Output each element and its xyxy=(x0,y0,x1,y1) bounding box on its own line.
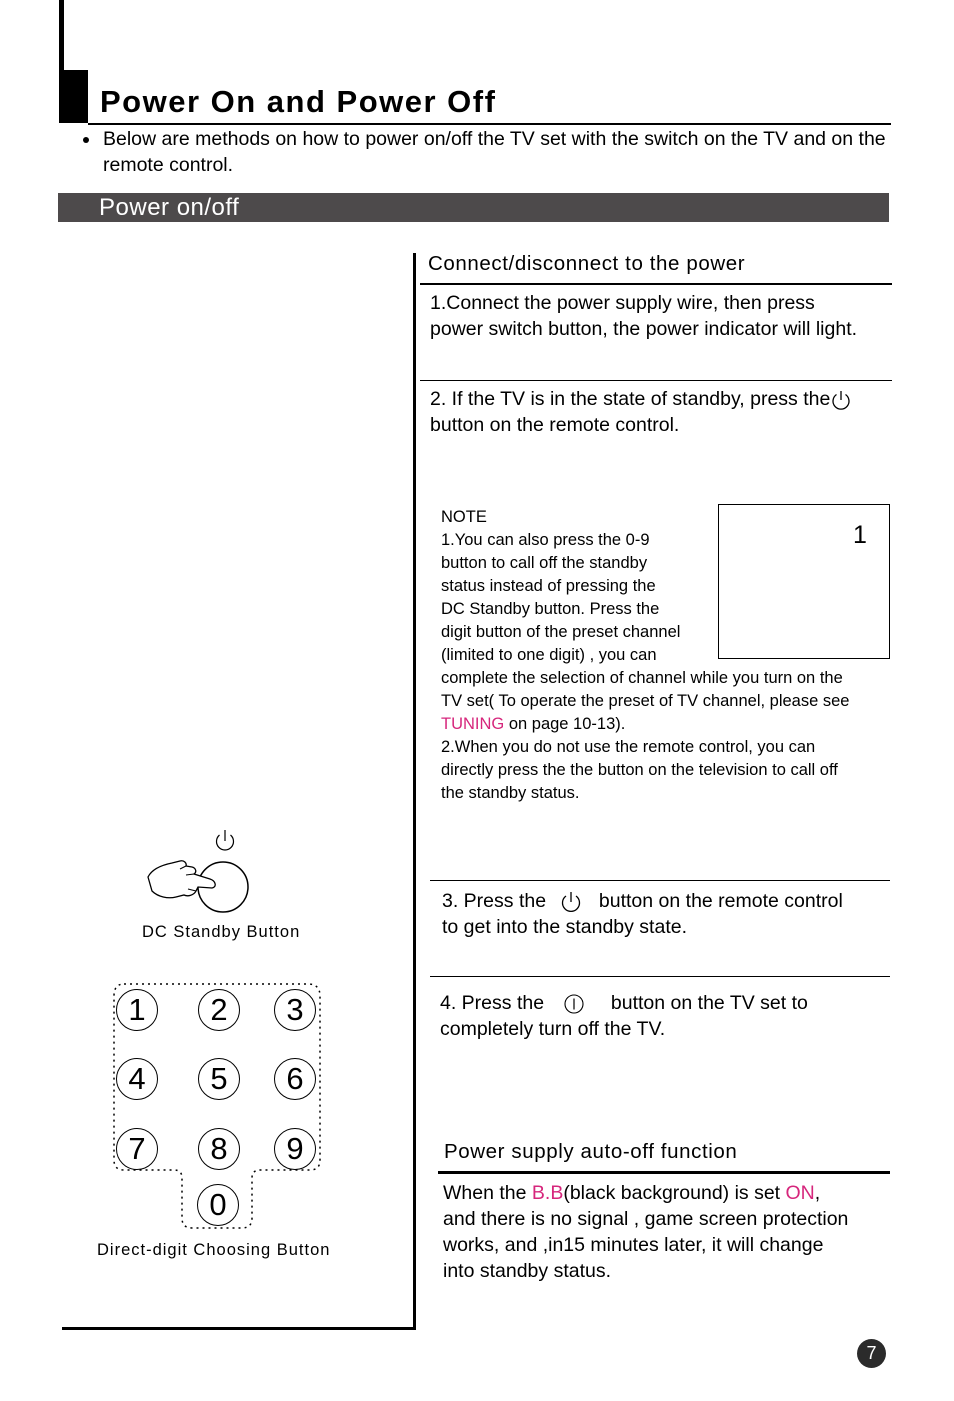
screen-digit: 1 xyxy=(853,521,867,549)
note-line-rest: on page 10-13). xyxy=(504,715,626,733)
page-title: Power On and Power Off xyxy=(100,84,497,119)
intro-bullet xyxy=(83,126,903,178)
step3-text-b: button on the remote control xyxy=(598,890,843,912)
step1-text: 1.Connect the power supply wire, then press power switch button, the power indicator will light. xyxy=(430,292,858,340)
digit-key-4[interactable]: 4 xyxy=(116,1058,158,1100)
step3 xyxy=(442,888,902,940)
step3-text-c: to get into the standby state. xyxy=(442,916,687,938)
note-line: the standby status. xyxy=(441,784,580,802)
note-line: directly press the the button on the television to call off xyxy=(441,761,838,779)
digit-key-5[interactable]: 5 xyxy=(198,1058,240,1100)
dc-standby-illustration xyxy=(140,825,260,920)
digit-key-8[interactable]: 8 xyxy=(198,1128,240,1170)
step2-text-b: button on the remote control. xyxy=(430,414,680,436)
auto-off-line: and there is no signal , game screen protection xyxy=(443,1208,849,1230)
column-divider xyxy=(413,253,416,1330)
auto-off-line: works, and ,in15 minutes later, it will change xyxy=(443,1234,824,1256)
bullet-dot xyxy=(83,137,89,143)
digit-key-0[interactable]: 0 xyxy=(197,1184,239,1226)
title-underline xyxy=(88,123,891,125)
page-number: 7 xyxy=(866,1343,877,1363)
step4-text-c: completely turn off the TV. xyxy=(440,1018,666,1040)
header-block xyxy=(59,70,88,123)
tuning-link[interactable]: TUNING xyxy=(441,715,505,733)
bottom-left-line xyxy=(62,1327,416,1330)
tv-screen-box xyxy=(718,504,890,659)
on-term: ON xyxy=(785,1182,815,1204)
note-line: complete the selection of channel while you turn on the xyxy=(441,669,843,687)
connect-heading: Connect/disconnect to the power xyxy=(428,252,746,275)
power-icon xyxy=(217,830,234,850)
note-line: DC Standby button. Press the xyxy=(441,600,660,618)
note-line: button to call off the standby xyxy=(441,554,648,572)
note-line: (limited to one digit) , you can xyxy=(441,646,657,664)
auto-off-l1-b: (black background) is set xyxy=(563,1182,786,1204)
auto-off-l1-c: , xyxy=(814,1182,821,1204)
step-divider-3 xyxy=(430,976,890,977)
note-label: NOTE xyxy=(441,508,487,526)
auto-off-text xyxy=(443,1180,903,1284)
auto-off-line: into standby status. xyxy=(443,1260,612,1282)
power-icon xyxy=(830,389,852,411)
digit-key-7[interactable]: 7 xyxy=(116,1128,158,1170)
step4-text-a: 4. Press the xyxy=(440,992,545,1014)
step2 xyxy=(430,386,900,438)
digit-key-2[interactable]: 2 xyxy=(198,989,240,1031)
digit-key-9[interactable]: 9 xyxy=(274,1128,316,1170)
auto-off-line xyxy=(443,1180,903,1206)
auto-off-underline xyxy=(438,1171,890,1174)
step4 xyxy=(440,990,900,1042)
digit-key-3[interactable]: 3 xyxy=(274,989,316,1031)
step-divider-1 xyxy=(420,380,892,381)
digits-caption: Direct-digit Choosing Button xyxy=(97,1241,331,1259)
bb-term: B.B xyxy=(531,1182,564,1204)
section-header-bar xyxy=(58,193,889,222)
note-line: 2.When you do not use the remote control, you can xyxy=(441,738,816,756)
tv-power-switch-icon xyxy=(563,993,585,1015)
digit-key-1[interactable]: 1 xyxy=(116,989,158,1031)
step4-text-b: button on the TV set to xyxy=(610,992,808,1014)
power-icon xyxy=(559,890,583,914)
auto-off-heading: Power supply auto-off function xyxy=(444,1140,738,1163)
page-number-badge xyxy=(857,1339,886,1368)
note-line: digit button of the preset channel xyxy=(441,623,681,641)
section-title: Power on/off xyxy=(99,194,240,221)
note-line: 1.You can also press the 0-9 xyxy=(441,531,650,549)
note-line xyxy=(441,713,911,736)
digit-key-6[interactable]: 6 xyxy=(274,1058,316,1100)
step-divider-2 xyxy=(430,880,890,881)
step3-text-a: 3. Press the xyxy=(442,890,547,912)
note-line: TV set( To operate the preset of TV channel, please see xyxy=(441,692,850,710)
auto-off-l1-a: When the xyxy=(443,1182,532,1204)
step2-text-a: 2. If the TV is in the state of standby, press the xyxy=(430,388,831,410)
connect-heading-underline xyxy=(420,283,892,285)
standby-caption: DC Standby Button xyxy=(142,923,301,941)
note-line: status instead of pressing the xyxy=(441,577,656,595)
intro-text: Below are methods on how to power on/off the TV set with the switch on the TV and on the remote control. xyxy=(103,128,886,176)
